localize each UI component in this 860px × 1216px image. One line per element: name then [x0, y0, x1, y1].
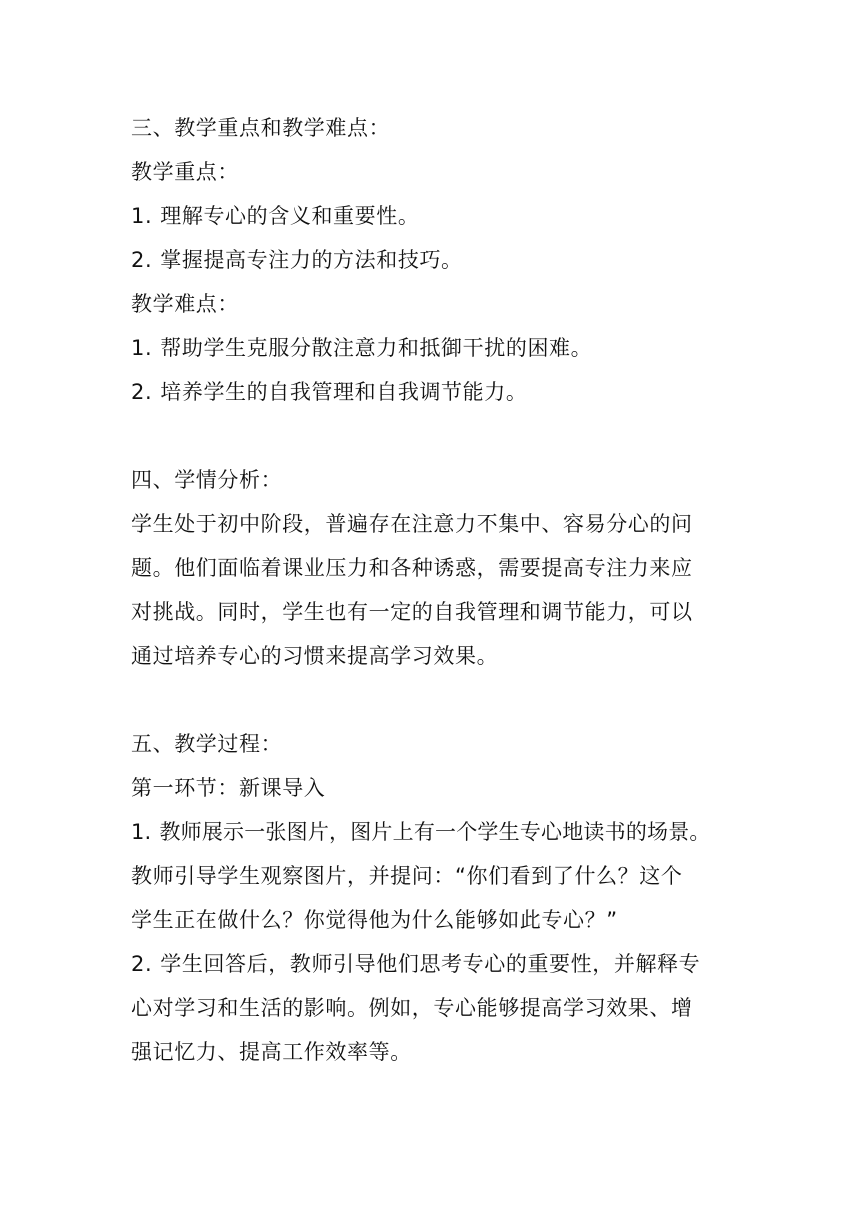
difficulty-item: [131, 370, 751, 414]
key-point-item: [131, 238, 751, 282]
document-content: [131, 106, 751, 1074]
paragraph-line: [131, 942, 751, 986]
list-number: 2.: [131, 380, 153, 404]
analysis-paragraph: [131, 502, 751, 678]
list-item-text: 理解专心的含义和重要性。: [160, 204, 420, 228]
paragraph-line: 题。他们面临着课业压力和各种诱惑，需要提高专注力来应: [131, 556, 693, 580]
list-number: 1.: [131, 336, 153, 360]
process-item-1: [131, 810, 751, 942]
section-heading-key-points: 三、教学重点和教学难点：: [131, 116, 391, 140]
difficulties-label: 教学难点：: [131, 292, 239, 316]
paragraph-line: 强记忆力、提高工作效率等。: [131, 1040, 412, 1064]
section-heading-process: 五、教学过程：: [131, 732, 283, 756]
blank-line: [131, 414, 751, 458]
list-item-text: 掌握提高专注力的方法和技巧。: [160, 248, 463, 272]
paragraph-line: 学生处于初中阶段，普遍存在注意力不集中、容易分心的问: [131, 512, 693, 536]
key-point-item: [131, 194, 751, 238]
paragraph-line: 对挑战。同时，学生也有一定的自我管理和调节能力，可以: [131, 600, 693, 624]
paragraph-line: 学生正在做什么？你觉得他为什么能够如此专心？”: [131, 908, 618, 932]
section-heading-analysis: 四、学情分析：: [131, 468, 283, 492]
list-number: 2.: [131, 248, 153, 272]
paragraph-line: 心对学习和生活的影响。例如，专心能够提高学习效果、增: [131, 996, 693, 1020]
difficulty-item: [131, 326, 751, 370]
list-number: 1.: [131, 204, 153, 228]
list-item-text: 培养学生的自我管理和自我调节能力。: [160, 380, 528, 404]
list-number: 2.: [131, 952, 153, 976]
list-item-text: 学生回答后，教师引导他们思考专心的重要性，并解释专: [160, 952, 701, 976]
blank-line: [131, 678, 751, 722]
paragraph-line: [131, 810, 751, 854]
list-number: 1.: [131, 820, 152, 844]
key-points-label: 教学重点：: [131, 160, 239, 184]
list-item-text: 帮助学生克服分散注意力和抵御干扰的困难。: [160, 336, 593, 360]
paragraph-line: 通过培养专心的习惯来提高学习效果。: [131, 644, 499, 668]
list-item-text: 教师展示一张图片，图片上有一个学生专心地读书的场景。: [159, 820, 711, 844]
step-label: 第一环节：新课导入: [131, 776, 326, 800]
paragraph-line: 教师引导学生观察图片，并提问：“你们看到了什么？这个: [131, 864, 683, 888]
process-item-2: [131, 942, 751, 1074]
